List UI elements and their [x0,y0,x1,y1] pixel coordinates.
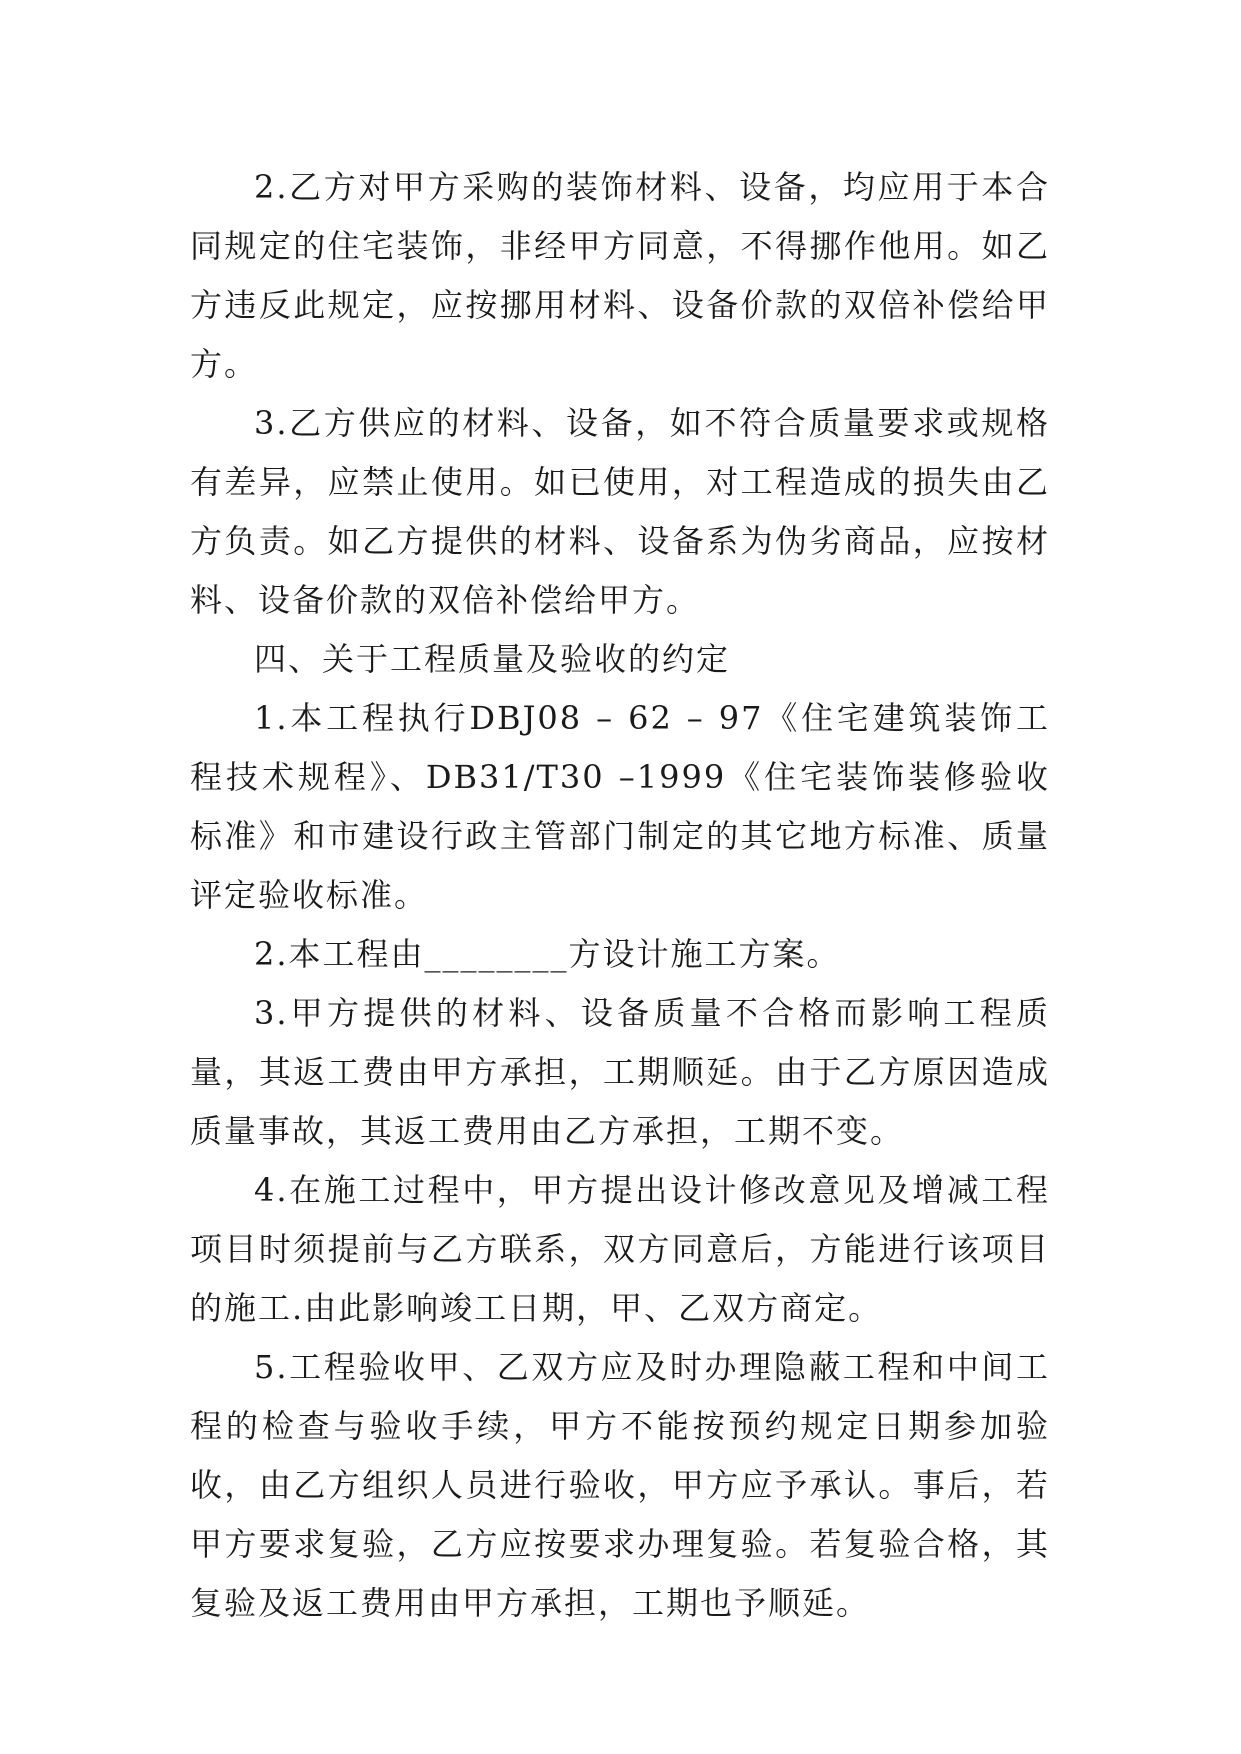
document-body [190,158,1050,1633]
paragraph-rework-cost: 3.甲方提供的材料、设备质量不合格而影响工程质量，其返工费由甲方承担，工期顺延。由于乙方原因造成质量事故，其返工费用由乙方承担，工期不变。 [190,994,1050,1150]
paragraph-design-party: 2.本工程由________方设计施工方案。 [254,935,841,973]
section-heading-quality-acceptance: 四、关于工程质量及验收的约定 [254,640,731,678]
paragraph-acceptance-procedure: 5.工程验收甲、乙双方应及时办理隐蔽工程和中间工程的检查与验收手续，甲方不能按预约规定日期参加验收，由乙方组织人员进行验收，甲方应予承认。事后，若甲方要求复验，乙方应按要求办理复验。若复验合格，其复验及返工费用由甲方承担，工期也予顺延。 [190,1348,1050,1622]
paragraph-standards: 1.本工程执行DBJ08 – 62 – 97《住宅建筑装饰工程技术规程》、DB31/T30 –1999《住宅装饰装修验收标准》和市建设行政主管部门制定的其它地方标准、质量评定验收标准。 [190,699,1050,914]
paragraph-design-changes: 4.在施工过程中，甲方提出设计修改意见及增减工程项目时须提前与乙方联系，双方同意后，方能进行该项目的施工.由此影响竣工日期，甲、乙双方商定。 [190,1171,1050,1327]
paragraph-material-use: 2.乙方对甲方采购的装饰材料、设备，均应用于本合同规定的住宅装饰，非经甲方同意，不得挪作他用。如乙方违反此规定，应按挪用材料、设备价款的双倍补偿给甲方。 [190,168,1050,383]
paragraph-material-quality: 3.乙方供应的材料、设备，如不符合质量要求或规格有差异，应禁止使用。如已使用，对工程造成的损失由乙方负责。如乙方提供的材料、设备系为伪劣商品，应按材料、设备价款的双倍补偿给甲方。 [190,404,1050,619]
